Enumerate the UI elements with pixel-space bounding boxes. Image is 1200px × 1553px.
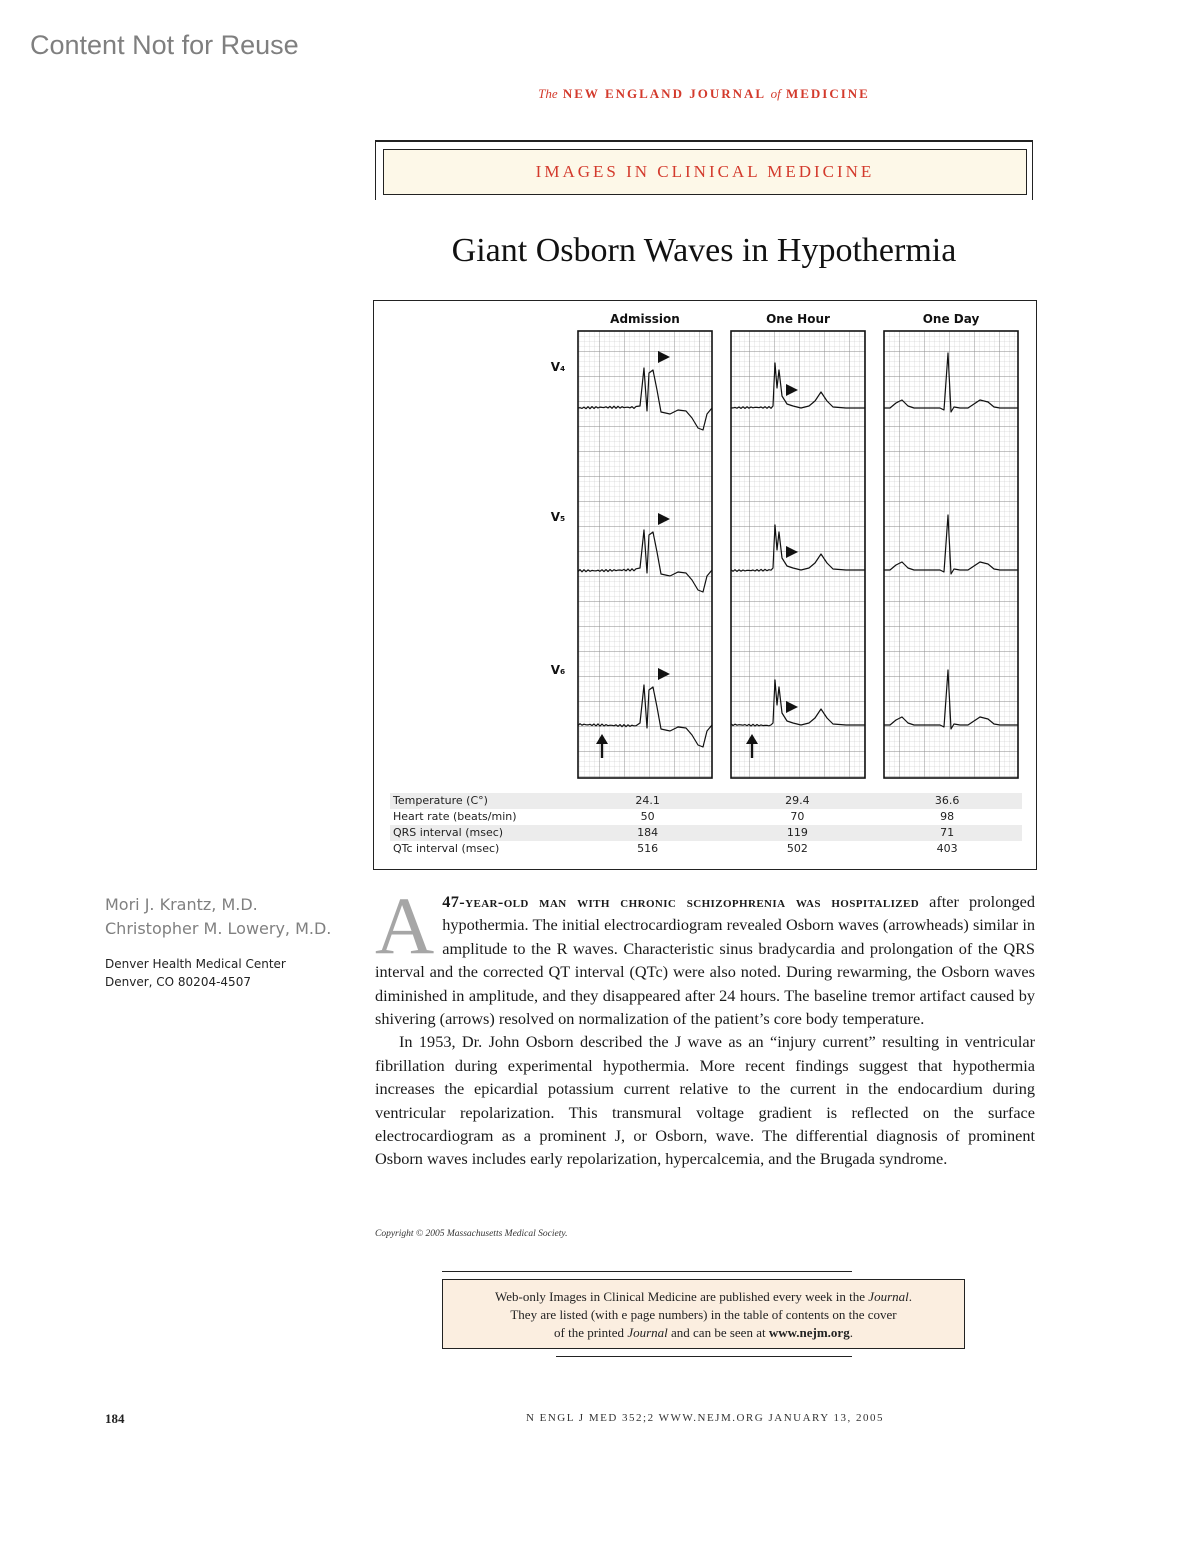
- panel-label: One Hour: [766, 312, 830, 326]
- lead-label: V₆: [550, 663, 566, 677]
- institution-address: Denver, CO 80204-4507: [105, 975, 251, 989]
- ecg-panel: [578, 331, 712, 778]
- cell-value: 98: [940, 810, 955, 823]
- masthead-the: The: [538, 86, 558, 101]
- article-title: Giant Osborn Waves in Hypothermia: [451, 232, 957, 269]
- table-row: [390, 825, 1022, 841]
- paragraph-1: [375, 880, 1035, 1030]
- section-label: IMAGES IN CLINICAL MEDICINE: [383, 149, 1027, 195]
- divider: [556, 1356, 852, 1357]
- drop-cap: A: [375, 880, 435, 971]
- cell-value: 50: [640, 810, 655, 823]
- author-list: [105, 893, 331, 941]
- ecg-panel: [884, 331, 1018, 778]
- table-row: [390, 793, 1022, 809]
- panel-label: Admission: [610, 312, 680, 326]
- journal-masthead: [0, 86, 1200, 102]
- notice-line-1: Web-only Images in Clinical Medicine are published every week in the Journal.: [494, 1289, 912, 1304]
- lead-in: 47-year-old man with chronic schizophrenia was hospitalized: [442, 892, 920, 911]
- table-row: [390, 841, 1022, 857]
- page-number: 184: [105, 1411, 125, 1426]
- author-affiliation: [105, 955, 286, 991]
- cell-value: 516: [637, 842, 659, 855]
- watermark: Content Not for Reuse: [30, 30, 299, 60]
- cell-value: 119: [723, 825, 873, 841]
- cell-value: 36.6: [872, 793, 1022, 809]
- institution-name: Denver Health Medical Center: [105, 957, 286, 971]
- masthead-medicine: MEDICINE: [785, 86, 870, 101]
- row-label: QTc interval (msec): [393, 842, 500, 855]
- article-body: [375, 880, 1035, 1171]
- row-label: QRS interval (msec): [390, 825, 573, 841]
- cell-value: 184: [573, 825, 723, 841]
- cell-value: 403: [936, 842, 958, 855]
- notice-line-2: They are listed (with e page numbers) in the table of contents on the cover: [510, 1307, 897, 1322]
- running-footer: N ENGL J MED 352;2 WWW.NEJM.ORG JANUARY 13, 2005: [525, 1412, 885, 1424]
- cell-value: 70: [790, 810, 805, 823]
- table-row: [390, 809, 1022, 825]
- cell-value: 29.4: [723, 793, 873, 809]
- web-only-notice: [442, 1279, 965, 1349]
- author-name: Christopher M. Lowery, M.D.: [105, 919, 332, 938]
- masthead-main: NEW ENGLAND JOURNAL: [562, 86, 766, 101]
- cell-value: 71: [872, 825, 1022, 841]
- cell-value: 24.1: [573, 793, 723, 809]
- nejm-link[interactable]: www.nejm.org: [768, 1325, 850, 1340]
- divider: [442, 1271, 852, 1272]
- section-banner: [375, 140, 1033, 200]
- ecg-tracings: [374, 301, 1035, 868]
- author-name: Mori J. Krantz, M.D.: [105, 895, 258, 914]
- lead-label: V₄: [550, 360, 566, 374]
- paragraph-1-text: after prolonged hypothermia. The initial electrocardiogram revealed Osborn waves (arrowheads) similar in amplitude to the R waves. Characteristic sinus bradycardia and prolongation of the QRS interval and the corrected QT interval (QTc) were also noted. During rewarming, the Osborn waves diminished in amplitude, and they disappeared after 24 hours. The baseline tremor artifact caused by shivering (arrows) resolved on normalization of the patient’s core body temperature.: [375, 892, 1035, 1029]
- paragraph-2: In 1953, Dr. John Osborn described the J wave as an “injury current” resulting in ventricular fibrillation during experimental hypothermia. More recent findings suggest that hypothermia increases the epicardial potassium current relative to the current in the endocardium during ventricular repolarization. This transmural voltage gradient is reflected on the surface electrocardiogram as a prominent J, or Osborn, wave. The differential diagnosis of prominent Osborn waves includes early repolarization, hypercalcemia, and the Brugada syndrome.: [375, 1032, 1035, 1169]
- cell-value: 502: [786, 842, 808, 855]
- masthead-of: of: [770, 86, 781, 101]
- ecg-measurements-table: [390, 793, 1022, 857]
- row-label: Heart rate (beats/min): [393, 810, 517, 823]
- row-label: Temperature (C°): [390, 793, 573, 809]
- ecg-figure: [373, 300, 1037, 870]
- ecg-panel: [731, 331, 865, 778]
- panel-label: One Day: [922, 312, 980, 326]
- lead-label: V₅: [550, 510, 566, 524]
- notice-line-3: of the printed Journal and can be seen at www.nejm.org.: [554, 1325, 853, 1340]
- copyright-notice: Copyright © 2005 Massachusetts Medical Society.: [375, 1229, 568, 1239]
